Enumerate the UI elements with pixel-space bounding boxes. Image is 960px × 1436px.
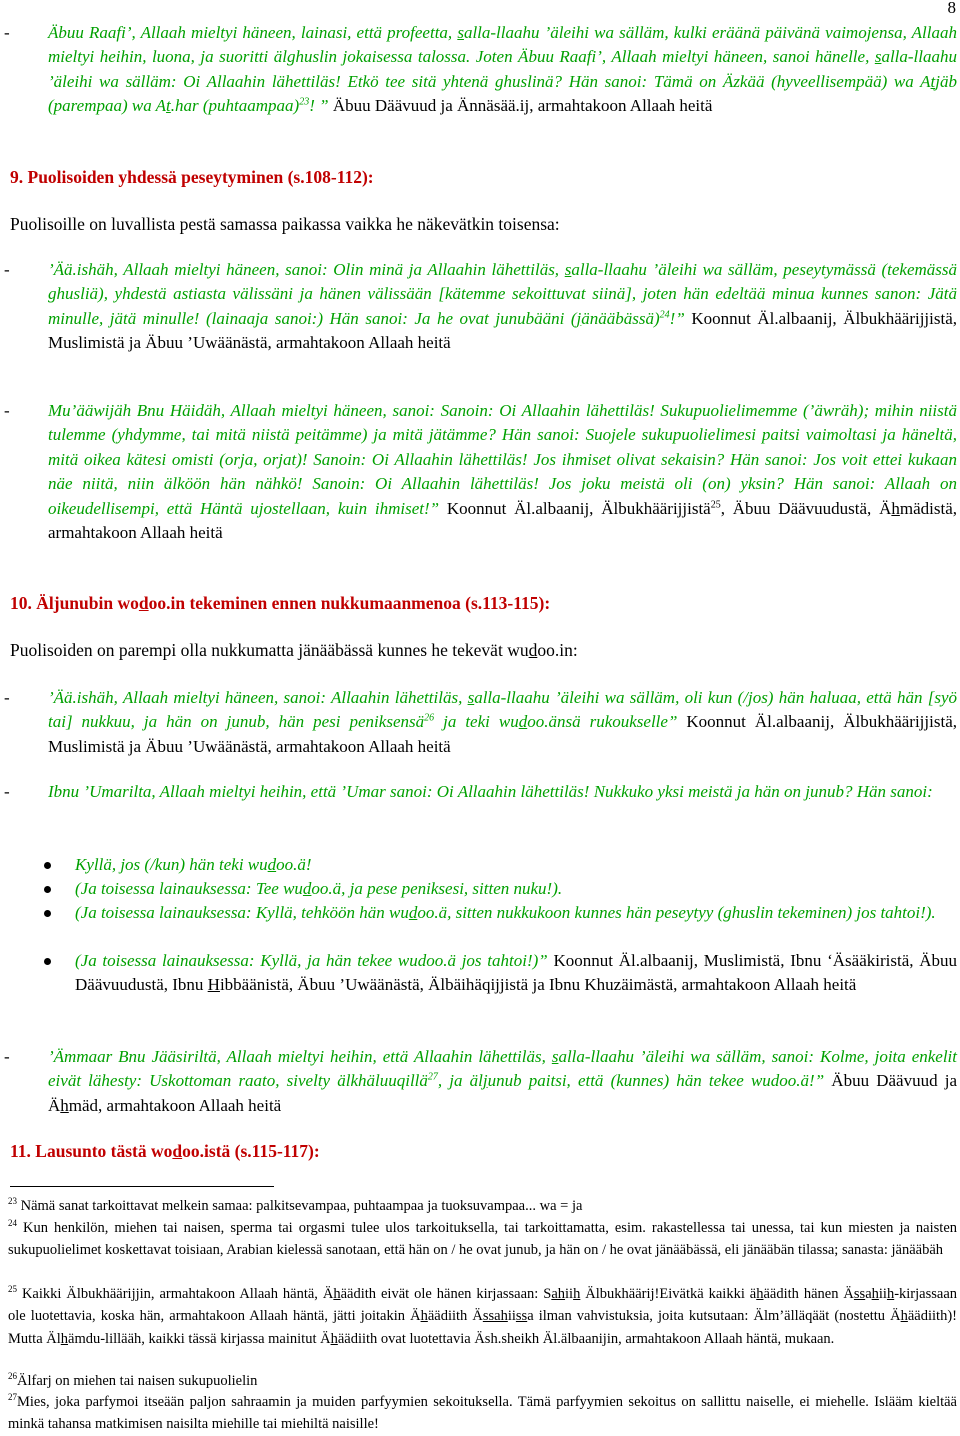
hadith-text: Äbuu Raafi’, Allaah mieltyi häneen, lainasi, että profeetta, salla-llaahu ’äleihi wa sälläm, kulki eräänä päivänä vaimojensa, Allaah mieltyi heihin, luona, ja suoritti älghuslin jokaisessa talossa. Joten Äbuu Raafi’, Allaah mieltyi häneen, sanoi hänelle, salla-llaahu ’äleihi wa sälläm: Oi Allaahin lähettiläs! Etkö tee sitä yhtenä ghuslinä? Hän sanoi: Tämä on Äzkää (hyveellisempää) wa Atjäb (parempaa) wa At.har (puhtaampaa)$^{23}$! ” Äbuu Däävuud ja Ännäsää.ij, armahtakoon Allaah heitä [48,23,957,116]
hadith-entry [0,399,960,545]
section-heading: 11. Lausunto tästä wodoo.istä (s.115-117): [10,1141,320,1161]
list-item-text: Kyllä, jos (/kun) hän teki wudoo.ä! [75,855,312,874]
bullet-icon [44,910,51,917]
hadith-text: ’Ää.ishäh, Allaah mieltyi häneen, sanoi: Allaahin lähettiläs, salla-llaahu ’äleihi wa sälläm, oli kun (/jos) hän haluaa, että hän [syö tai] nukkuu, ja hän on junub, hän pesi peniksensä$^{26}$ ja teki wudoo.änsä rukoukselle” Koonnut Äl.albaanij, Älbukhäärijjistä, Muslimistä ja Äbuu ’Uwäänästä, armahtakoon Allaah heitä [48,688,957,756]
footnote: $^{23}$ Nämä sanat tarkoittavat melkein samaa: palkitsevampaa, puhtaampaa ja tuoksuvampaa... wa = ja [8,1196,583,1214]
list-item-text: (Ja toisessa lainauksessa: Kyllä, ja hän tekee wudoo.ä jos tahtoi!)” Koonnut Äl.albaanij, Muslimistä, Ibnu ‘Äsääkiristä, Äbuu Däävuudustä, Ibnu Hibbäänistä, Äbuu ’Uwäänästä, Älbäihäqijjistä ja Ibnu Khuzäimästä, armahtakoon Allaah heitä [75,951,957,995]
section-heading: 9. Puolisoiden yhdessä peseytyminen (s.108-112): [10,167,374,187]
bullet-icon [44,886,51,893]
section-heading: 10. Äljunubin wodoo.in tekeminen ennen nukkumaanmenoa (s.113-115): [10,593,551,613]
source-citation: Koonnut Äl.albaanij, Älbukhäärijjistä [439,498,711,518]
hadith-text: Mu’ääwijäh Bnu Häidäh, Allaah mieltyi häneen, sanoi: Sanoin: Oi Allaahin lähettiläs! Sukupuolielimemme (’äwräh); mihin niistä tulemme (yhdymme, tai mitä niistä peitämme) ja mitä jätämme? Hän sanoi: Suojele sukupuolielimesi paitsi vaimoltasi ja häneltä, mitä oikea kätesi omisti (orja, orjat)! Sanoin: Oi Allaahin lähettiläs! Jos ihmiset olivat sekaisin? Hän sanoi: Jos voit ettei kukaan näe niitä, niin älköön hän nähkö! Sanoin: Oi Allaahin lähettiläs! Jos joku meistä oli (on) yksin? Hän sanoi: Allaah on oikeudellisempi, että Häntä ujostellaan, kuin ihmiset!” Koonnut Äl.albaanij, Älbukhäärijjistä$^{25}$, Äbuu Däävuudustä, Ähmädistä, armahtakoon Allaah heitä [48,401,957,543]
section-intro: Puolisoiden on parempi olla nukkumatta jänääbässä kunnes he tekevät wudoo.in: [10,640,578,660]
footnote-ref: 26 [424,712,435,724]
footnote: $^{25}$ Kaikki Älbukhäärijjin, armahtakoon Allaah häntä, Ähäädith eivät ole hänen kirjassaan: Sahiih Älbukhäärij!Eivätkä kaikki ähäädith hänen Ässahiih-kirjassaan ole luotettavia, koska hän, armahtakoon Allaah häntä, jätti joitakin Ähäädiith Ässahiissa ilman vahvistuksia, joita kutsutaan: Älm’älläqäät (nostettu Ähäädiith)! Mutta Älhämdu-lillääh, kaikki tässä kirjassa mainitut Ähäädiith ovat luotettavia Äsh.sheikh Äl.älbaanijin, armahtakoon Allaah häntä, mukaan. [8,1284,958,1347]
hadith-entry [0,258,960,356]
footnote-number: 25 [8,1284,17,1295]
footnote: $^{26}$Älfarj on miehen tai naisen sukupuolielin [8,1371,258,1389]
hadith-text: ’Ää.ishäh, Allaah mieltyi häneen, sanoi: Olin minä ja Allaahin lähettiläs, salla-llaahu ’äleihi wa sälläm, peseytymässä (tekemässä ghusliä), yhdestä astiasta välissäni ja hänen välissään [kätemme sekoittuvat siinä], joten hän edeltää minua kunnes sanon: Jätä minulle, jätä minulle! (lainaaja sanoi:) Hän sanoi: Ja he ovat junubääni (jänääbässä)$^{24}$!” Koonnut Äl.albaanij, Älbukhäärijjistä, Muslimistä ja Äbuu ’Uwäänästä, armahtakoon Allaah heitä [48,260,958,353]
hadith-entry [0,780,960,804]
list-item [0,901,960,925]
source-citation: Koonnut Äl.albaanij, Älbukhäärijjistä, Muslimistä ja Äbuu ’Uwäänästä, armahtakoon Allaah heitä [48,712,957,756]
bullet-icon [44,958,51,965]
hadith-text: Ibnu ’Umarilta, Allaah mieltyi heihin, että ’Umar sanoi: Oi Allaahin lähettiläs! Nukkuko yksi meistä ja hän on junub? Hän sanoi: [48,782,933,801]
bullet-icon [44,862,51,869]
footnote-ref: 27 [427,1071,438,1083]
section-intro: Puolisoille on luvallista pestä samassa paikassa vaikka he näkevätkin toisensa: [10,214,560,234]
footnote-ref: 25 [710,498,721,510]
list-item [0,877,960,901]
hadith-entry [0,1045,960,1118]
footnote: $^{24}$ Kun henkilön, miehen tai naisen, sperma tai orgasmi tulee ulos tarkoituksella, tai tarkoittamatta, esim. rakastellessa tai unessa, tai kun miesten ja naisten sukupuolielimet koskettavat toisiaan, Arabian kielessä sanotaan, että hän on / he ovat junub, ja hän on / he ovat jänääbässä, eli jänääbän tilassa; sanasta: jänääbäh [8,1218,957,1259]
footnote-number: 24 [8,1218,17,1229]
page-number: 8 [947,0,956,17]
list-dash: - [4,23,10,42]
footnote-number: 26 [8,1371,17,1382]
source-citation: Koonnut Äl.albaanij, Muslimistä, Ibnu ‘Äsääkiristä, Äbuu Däävuudustä, Ibnu [75,951,957,995]
list-item [0,853,960,877]
source-citation: Koonnut Äl.albaanij, Älbukhäärijjistä, Muslimistä ja Äbuu ’Uwäänästä, armahtakoon Allaah heitä [48,308,958,353]
footnote-number: 27 [8,1392,17,1403]
list-dash: - [4,688,10,707]
hadith-entry [0,686,960,759]
hadith-text: ’Ämmaar Bnu Jääsiriltä, Allaah mieltyi heihin, että Allaahin lähettiläs, salla-llaahu ’äleihi wa sälläm, sanoi: Kolme, joita enkelit eivät lähesty: Uskottoman raato, sivelty älkhäluuqillä$^{27}$, ja äljunub paitsi, että (kunnes) hän tekee wudoo.ä!” Äbuu Däävuud ja Ähmäd, armahtakoon Allaah heitä [48,1047,958,1115]
source-citation: Äbuu Däävuud ja Ä [48,1071,957,1115]
list-dash: - [4,782,10,801]
list-item-text: (Ja toisessa lainauksessa: Kyllä, tehköön hän wudoo.ä, sitten nukkukoon kunnes hän peseytyy (ghuslin tekeminen) jos tahtoi!). [75,903,936,922]
list-dash: - [4,1047,10,1066]
list-item [0,949,960,998]
footnote-separator [10,1186,274,1187]
footnote-ref: 24 [659,309,670,321]
list-dash: - [4,401,10,420]
footnote-ref: 23 [299,96,310,108]
source-citation: Äbuu Däävuud ja Ännäsää.ij, armahtakoon Allaah heitä [328,96,713,116]
list-dash: - [4,260,10,279]
footnote: $^{27}$Mies, joka parfymoi itseään paljon sahraamin ja muiden parfyymien sekoituksella. Tämä parfyymien sekoitus on sallittu naiselle, ei miehelle. Islääm kieltää minkä tahansa matkimisen naisilta miehille tai miehiltä naisille! [8,1392,957,1433]
hadith-entry [0,21,960,119]
footnote-number: 23 [8,1196,17,1207]
list-item-text: (Ja toisessa lainauksessa: Tee wudoo.ä, ja pese peniksesi, sitten nuku!). [75,879,563,898]
